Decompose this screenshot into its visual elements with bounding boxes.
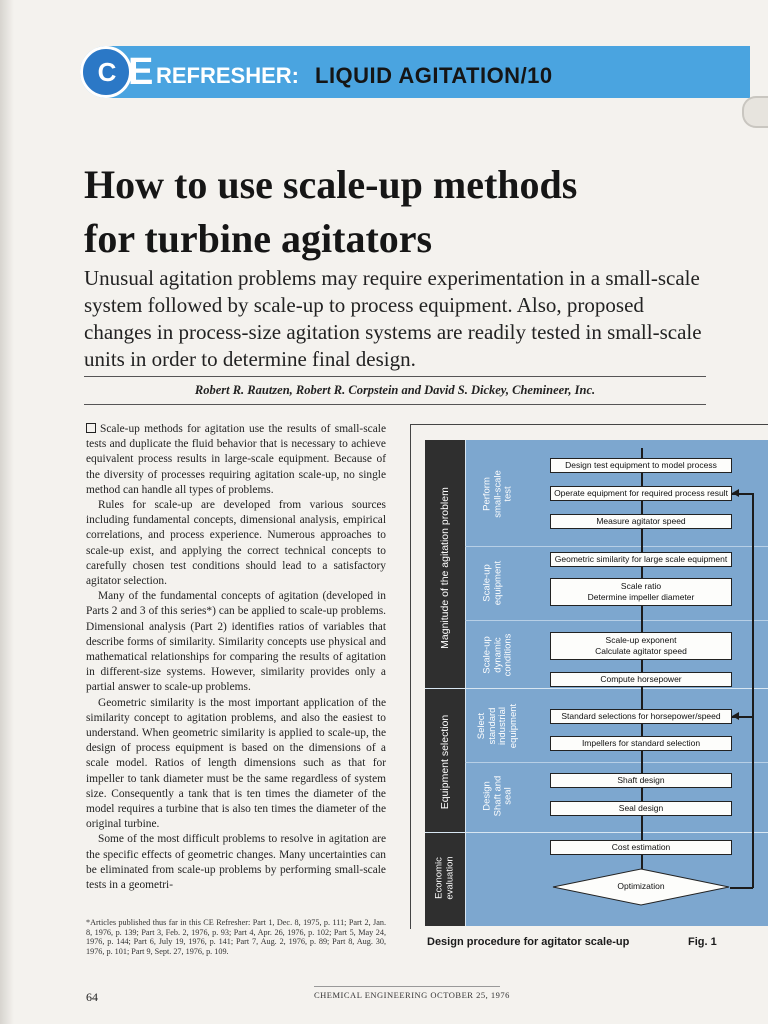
- flow-step-scale-ratio: Scale ratio Determine impeller diameter: [550, 578, 732, 606]
- banner-kicker: REFRESHER:: [156, 63, 300, 88]
- checkbox-icon: [86, 423, 96, 433]
- column-divider: [465, 440, 466, 926]
- running-foot: CHEMICAL ENGINEERING OCTOBER 25, 1976: [314, 990, 510, 1000]
- flow-step-seal-design: Seal design: [550, 801, 732, 816]
- category-label-magnitude: Magnitude of the agitation problem: [439, 487, 451, 649]
- phase-divider: [465, 620, 768, 621]
- feedback-arrow-icon: [732, 489, 739, 497]
- byline: Robert R. Rautzen, Robert R. Corpstein and David S. Dickey, Chemineer, Inc.: [194, 383, 596, 397]
- flow-step-shaft-design: Shaft design: [550, 773, 732, 788]
- flow-step-geometric-similarity: Geometric similarity for large scale equipment: [550, 552, 732, 567]
- phase-label-scale-up-equipment: Scale-up equipment: [481, 560, 503, 606]
- flow-step-operate-equipment: Operate equipment for required process result: [550, 486, 732, 501]
- article-deck: Unusual agitation problems may require experimentation in a small-scale system followed by scale-up to process equipment. Also, proposed changes in process-size agitation systems are readily tested in small-scale units in order to determine final design.: [84, 266, 702, 371]
- binder-hole: [742, 96, 768, 128]
- flow-step-cost-estimation: Cost estimation: [550, 840, 732, 855]
- footnote: *Articles published thus far in this CE Refresher: Part 1, Dec. 8, 1975, p. 111; Part 2, Jan. 8, 1976, p. 139; Part 3, Feb. 2, 1976, p. 93; Part 4, Apr. 26, 1976, p. 102; Part 5, May 24, 1976, p. 144; Part 6, July 19, 1976, p. 141; Part 7, Aug. 2, 1976, p. 89; Part 8, Aug. 30, 1976, p. 101; Part 9, Sept. 27, 1976, p. 109.: [86, 918, 386, 956]
- footer-rule: [314, 986, 500, 987]
- figure-caption: Design procedure for agitator scale-up: [427, 936, 630, 948]
- flow-decision-optimization: Optimization: [552, 868, 730, 906]
- phase-label-scale-up-conditions: Scale-up dynamic conditions: [481, 633, 514, 677]
- page-edge: [0, 0, 14, 1024]
- feedback-connector: [730, 887, 753, 889]
- band-divider: [425, 832, 768, 833]
- body-paragraph: Some of the most difficult problems to resolve in agitation are the specific effects of geometric changes. Many uncertainties can be eliminated from scale-up problems by performing small-scale tests in a geometri-: [86, 833, 386, 892]
- byline-rule-bottom: [84, 404, 706, 405]
- headline-line-2: for turbine agitators: [84, 216, 433, 261]
- flow-step-scale-up-exponent: Scale-up exponent Calculate agitator speed: [550, 632, 732, 660]
- flow-step-design-test: Design test equipment to model process: [550, 458, 732, 473]
- band-divider: [425, 688, 768, 689]
- ce-logo: C: [80, 46, 132, 98]
- flow-step-impellers: Impellers for standard selection: [550, 736, 732, 751]
- headline-line-1: How to use scale-up methods: [84, 162, 578, 207]
- phase-divider: [465, 762, 768, 763]
- banner-topic: LIQUID AGITATION/10: [315, 63, 553, 88]
- phase-label-select-standard: Select standard industrial equipment: [476, 703, 519, 749]
- flow-step-compute-horsepower: Compute horsepower: [550, 672, 732, 687]
- phase-label-design-shaft: Design Shaft and seal: [481, 775, 514, 817]
- body-paragraph: Geometric similarity is the most important application of the similarity concept to agitation problems, and also the easiest to understand. When geometric similarity is applied to scale-up, the design of process equipment is based on the dimensions of a scale model. Ratios of length dimensions such as that for impeller to tank diameter must be the same regardless of system size. Consequently a tank that is ten times the diameter of the model requires a turbine that is also ten times the diameter of the original turbine.: [86, 696, 386, 831]
- flow-step-measure-speed: Measure agitator speed: [550, 514, 732, 529]
- body-paragraph: Many of the fundamental concepts of agitation (developed in Parts 2 and 3 of this series*) can be applied to scale-up problems. Dimensional analysis (Part 2) identifies ratios of variables that describe forms of similarity. Similarity concepts use physical and mathematical relationships for comparing the results of agitation in different-size systems. However, similarity provides only a partial answer to scale-up problems.: [86, 590, 386, 694]
- category-label-economic: Economic evaluation: [433, 856, 455, 900]
- feedback-arrow-icon: [732, 712, 739, 720]
- flow-step-standard-selections: Standard selections for horsepower/speed: [550, 709, 732, 724]
- figure-number: Fig. 1: [688, 936, 717, 948]
- phase-divider: [465, 546, 768, 547]
- body-paragraph: Scale-up methods for agitation use the results of small-scale tests and duplicate the fluid behavior that is necessary to achieve equivalent process results in large-scale equipment. Because of the diversity of processes requiring agitation scale-up, no single method can handle all types of problems.: [86, 423, 386, 496]
- byline-rule-top: [84, 376, 706, 377]
- ce-logo-e: E: [128, 51, 154, 93]
- page-number: 64: [86, 990, 98, 1004]
- article-headline: [84, 158, 704, 266]
- phase-label-perform-test: Perform small-scale test: [481, 470, 514, 518]
- category-label-equipment: Equipment selection: [439, 714, 451, 810]
- feedback-connector: [752, 493, 754, 888]
- body-paragraph: Rules for scale-up are developed from various sources including fundamental concepts, dimensional analysis, empirical correlations, and process experience. Numerous approaches to scale-up exist, and applying the correct technical concepts to carefully chosen test conditions should lead to a satisfactory agitator selection.: [86, 499, 386, 588]
- body-column: [86, 422, 386, 893]
